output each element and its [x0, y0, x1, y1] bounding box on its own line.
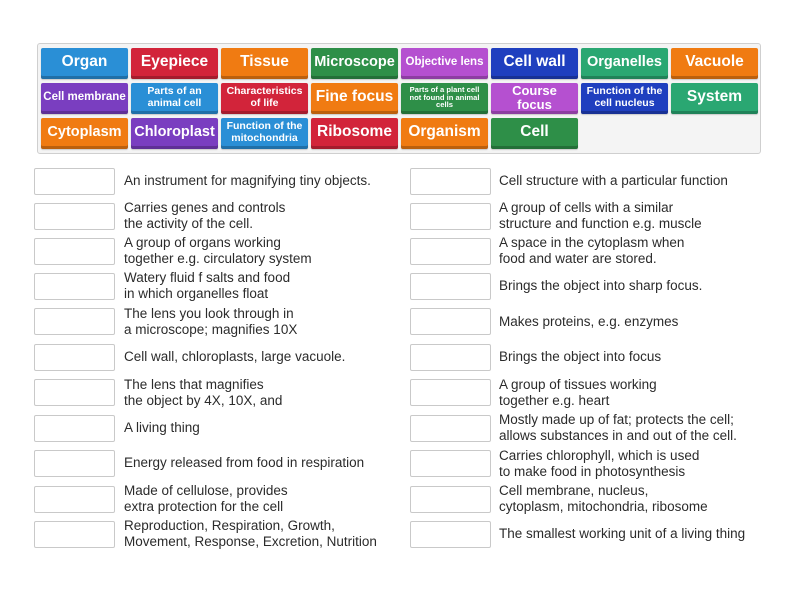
description-text: Carries chlorophyll, which is used to make food in photosynthesis [499, 448, 700, 479]
answer-slot[interactable] [34, 521, 115, 548]
answer-slot[interactable] [34, 203, 115, 230]
description-text: Brings the object into focus [499, 349, 662, 364]
tile-cell-membrane[interactable]: Cell membrane [41, 83, 128, 114]
description-text: Carries genes and controls the activity of the cell. [124, 200, 286, 231]
tile-ribosome[interactable]: Ribosome [311, 118, 398, 149]
description-text: Brings the object into sharp focus. [499, 278, 703, 293]
answer-slot[interactable] [410, 308, 491, 335]
tile-chloroplast[interactable]: Chloroplast [131, 118, 218, 149]
answer-slot[interactable] [34, 379, 115, 406]
description-text: A group of tissues working together e.g. heart [499, 377, 657, 408]
tile-microscope[interactable]: Microscope [311, 48, 398, 79]
tile-parts-of-plant-cell[interactable]: Parts of a plant cell not found in animal cells [401, 83, 488, 114]
description-text: Made of cellulose, provides extra protection for the cell [124, 483, 288, 514]
answer-slot[interactable] [410, 238, 491, 265]
answer-slot[interactable] [34, 344, 115, 371]
description-text: The lens that magnifies the object by 4X, 10X, and [124, 377, 283, 408]
description-text: Watery fluid f salts and food in which organelles float [124, 270, 291, 301]
description-text: A living thing [124, 420, 200, 435]
description-text: Reproduction, Respiration, Growth, Movement, Response, Excretion, Nutrition [124, 518, 377, 549]
tile-tissue[interactable]: Tissue [221, 48, 308, 79]
tile-organelles[interactable]: Organelles [581, 48, 668, 79]
description-text: A space in the cytoplasm when food and water are stored. [499, 235, 685, 266]
description-text: Cell structure with a particular function [499, 173, 728, 188]
tile-fine-focus[interactable]: Fine focus [311, 83, 398, 114]
tile-organism[interactable]: Organism [401, 118, 488, 149]
answer-slot[interactable] [34, 273, 115, 300]
description-text: Cell wall, chloroplasts, large vacuole. [124, 349, 346, 364]
tile-characteristics-of-life[interactable]: Characteristics of life [221, 83, 308, 114]
answer-slot[interactable] [34, 450, 115, 477]
tile-cytoplasm[interactable]: Cytoplasm [41, 118, 128, 149]
answer-slot[interactable] [410, 203, 491, 230]
tile-eyepiece[interactable]: Eyepiece [131, 48, 218, 79]
answer-slot[interactable] [410, 168, 491, 195]
tile-function-of-cell-nucleus[interactable]: Function of the cell nucleus [581, 83, 668, 114]
description-text: The smallest working unit of a living thing [499, 526, 746, 541]
tile-cell[interactable]: Cell [491, 118, 578, 149]
tile-cell-wall[interactable]: Cell wall [491, 48, 578, 79]
description-text: Mostly made up of fat; protects the cell; allows substances in and out of the cell. [499, 412, 737, 443]
answer-slot[interactable] [34, 168, 115, 195]
tile-parts-of-animal-cell[interactable]: Parts of an animal cell [131, 83, 218, 114]
answer-slot[interactable] [410, 344, 491, 371]
answer-slot[interactable] [410, 379, 491, 406]
answer-slot[interactable] [34, 486, 115, 513]
answer-slot[interactable] [410, 486, 491, 513]
description-text: A group of cells with a similar structure and function e.g. muscle [499, 200, 702, 231]
answer-slot[interactable] [34, 238, 115, 265]
tile-course-focus[interactable]: Course focus [491, 83, 578, 114]
tile-organ[interactable]: Organ [41, 48, 128, 79]
answer-slot[interactable] [410, 521, 491, 548]
tile-objective-lens[interactable]: Objective lens [401, 48, 488, 79]
description-text: The lens you look through in a microscope; magnifies 10X [124, 306, 298, 337]
answer-slot[interactable] [34, 308, 115, 335]
answer-slot[interactable] [410, 450, 491, 477]
description-text: Cell membrane, nucleus, cytoplasm, mitochondria, ribosome [499, 483, 708, 514]
description-text: Energy released from food in respiration [124, 455, 365, 470]
answer-slot[interactable] [410, 415, 491, 442]
description-text: A group of organs working together e.g. circulatory system [124, 235, 312, 266]
answer-slot[interactable] [410, 273, 491, 300]
answer-slot[interactable] [34, 415, 115, 442]
description-text: An instrument for magnifying tiny objects. [124, 173, 371, 188]
tile-function-of-mitochondria[interactable]: Function of the mitochondria [221, 118, 308, 149]
tile-vacuole[interactable]: Vacuole [671, 48, 758, 79]
description-text: Makes proteins, e.g. enzymes [499, 314, 679, 329]
tile-system[interactable]: System [671, 83, 758, 114]
